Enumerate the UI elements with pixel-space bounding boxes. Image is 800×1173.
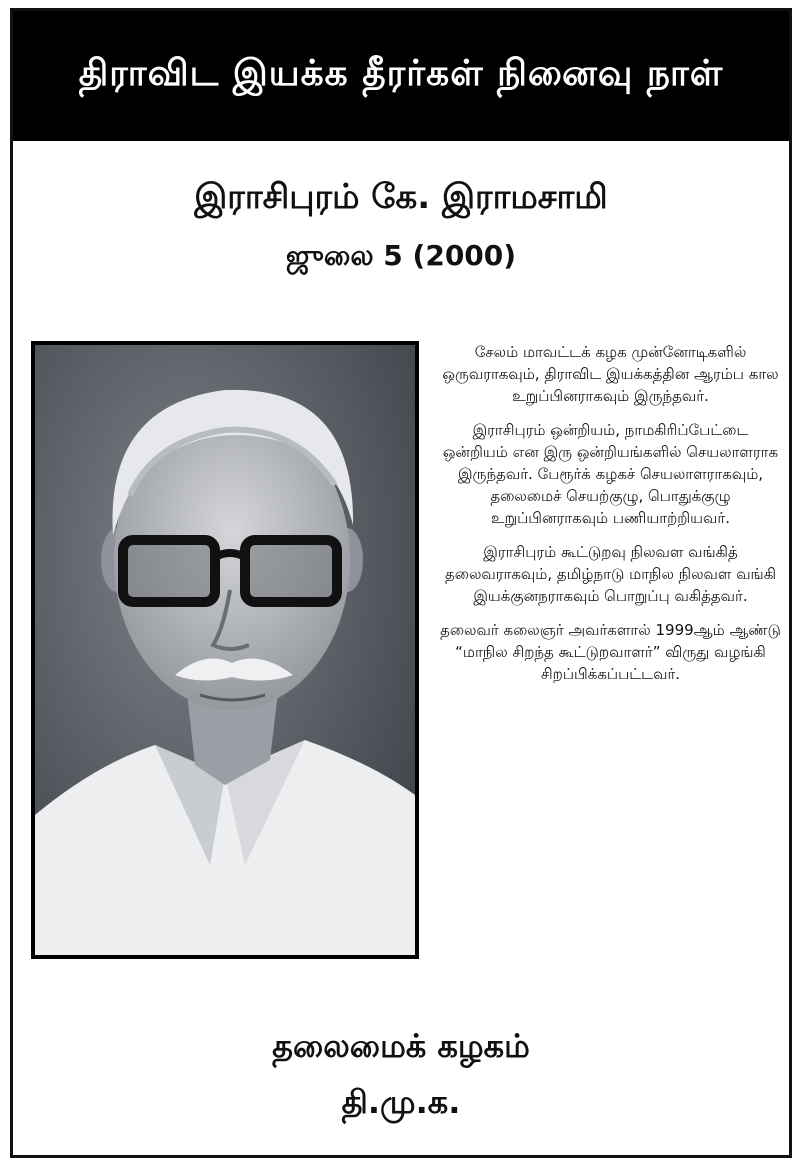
- bio-paragraph-4: தலைவர் கலைஞர் அவர்களால் 1999ஆம் ஆண்டு “மாநில சிறந்த கூட்டுறவாளர்” விருது வழங்கி சிறப்பிக்கப்பட்டவர்.: [440, 621, 781, 683]
- footer-organization: தலைமைக் கழகம்: [272, 1027, 530, 1065]
- bio-paragraph-1: சேலம் மாவட்டக் கழக முன்னோடிகளில் ஒருவராகவும், திராவிட இயக்கத்தின ஆரம்ப கால உறுப்பினராகவும் இருந்தவர்.: [442, 343, 779, 405]
- title-banner: [13, 11, 789, 141]
- person-name: இராசிபுரம் கே. இராமசாமி: [194, 177, 608, 217]
- portrait-image: [35, 345, 415, 955]
- memorial-date: ஜுலை 5 (2000): [285, 239, 517, 272]
- portrait-photo: [31, 341, 419, 959]
- memorial-notice: [10, 8, 792, 1158]
- footer-party: தி.மு.க.: [341, 1083, 461, 1121]
- bio-paragraph-2: இராசிபுரம் ஒன்றியம், நாமகிரிப்பேட்டை ஒன்றியம் என இரு ஒன்றியங்களில் செயலாளராக இருந்தவர். பேரூர்க் கழகச் செயலாளராகவும், தலைமைச் செயற்குழு, பொதுக்குழு உறுப்பினராகவும் பணியாற்றியவர்.: [442, 421, 779, 527]
- banner-title: திராவிட இயக்க தீரர்கள் நினைவு நாள்: [78, 53, 724, 94]
- bio-paragraph-3: இராசிபுரம் கூட்டுறவு நிலவள வங்கித் தலைவராகவும், தமிழ்நாடு மாநில நிலவள வங்கி இயக்குனநராகவும் பொறுப்பு வகித்தவர்.: [444, 543, 776, 605]
- biography: [438, 341, 783, 697]
